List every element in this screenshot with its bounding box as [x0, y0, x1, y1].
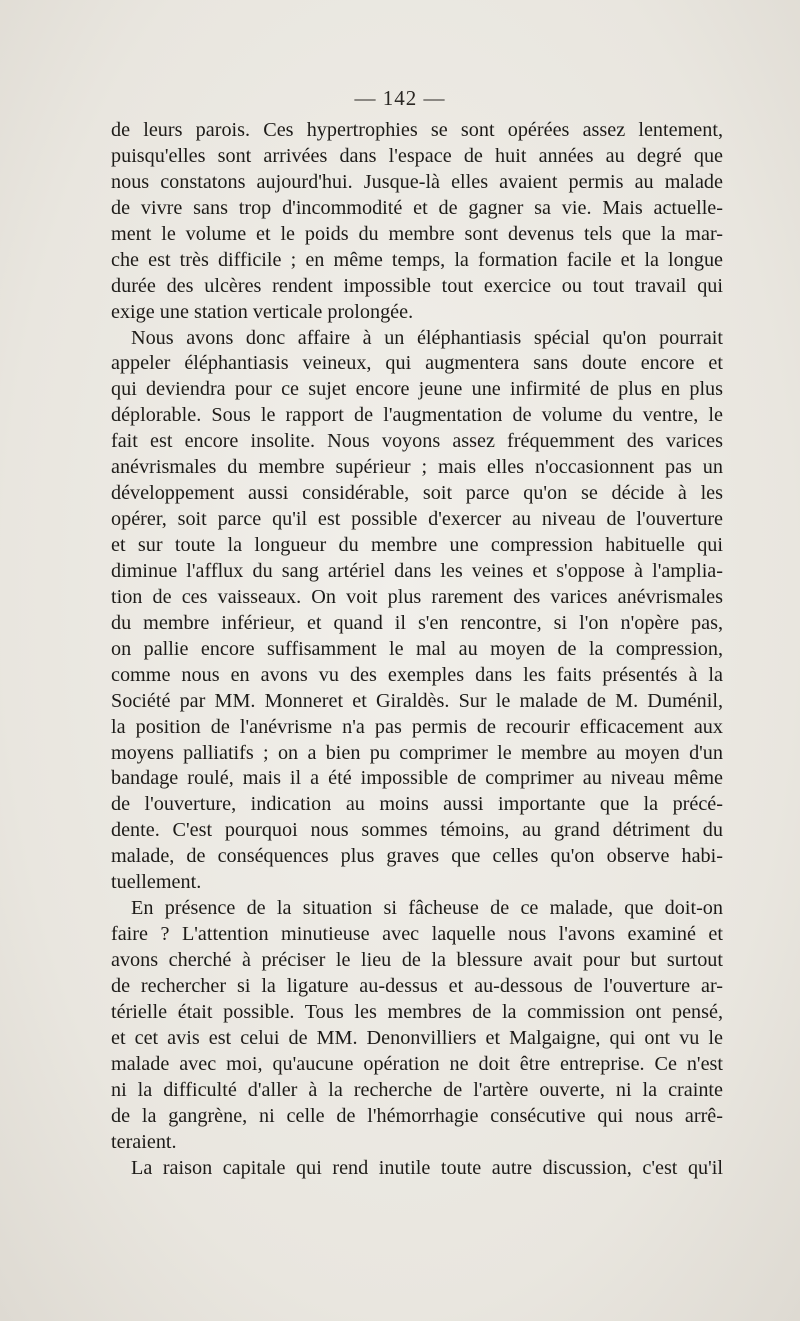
body-text	[111, 118, 723, 1181]
text-line: moyens palliatifs ; on a bien pu comprimer le membre au moyen d'un	[111, 741, 723, 764]
text-line: développement aussi considérable, soit parce qu'on se décide à les	[111, 482, 723, 505]
text-line: qui deviendra pour ce sujet encore jeune une infirmité de plus en plus	[111, 378, 723, 401]
text-line: la position de l'anévrisme n'a pas permis de recourir efficacement aux	[111, 715, 723, 738]
text-line: térielle était possible. Tous les membres de la commission ont pensé,	[111, 1000, 723, 1023]
text-line: durée des ulcères rendent impossible tout exercice ou tout travail qui	[111, 274, 723, 297]
text-line: che est très difficile ; en même temps, la formation facile et la longue	[111, 248, 723, 271]
text-line: ni la difficulté d'aller à la recherche de l'artère ouverte, ni la crainte	[111, 1078, 723, 1101]
text-line: et cet avis est celui de MM. Denonvilliers et Malgaigne, qui ont vu le	[111, 1026, 723, 1049]
text-line: bandage roulé, mais il a été impossible de comprimer au niveau même	[111, 767, 723, 790]
text-line: nous constatons aujourd'hui. Jusque-là elles avaient permis au malade	[111, 170, 723, 193]
text-line: diminue l'afflux du sang artériel dans les veines et s'oppose à l'amplia-	[111, 559, 723, 582]
text-line: on pallie encore suffisamment le mal au moyen de la compression,	[111, 637, 723, 660]
text-line: malade avec moi, qu'aucune opération ne doit être entreprise. Ce n'est	[111, 1052, 723, 1075]
text-line: dente. C'est pourquoi nous sommes témoins, au grand détriment du	[111, 819, 723, 842]
page-number: — 142 —	[354, 86, 446, 110]
paragraph-start-line: Nous avons donc affaire à un éléphantiasis spécial qu'on pourrait	[131, 326, 723, 349]
text-line: anévrismales du membre supérieur ; mais elles n'occasionnent pas un	[111, 456, 723, 479]
text-line: de leurs parois. Ces hypertrophies se sont opérées assez lentement,	[111, 119, 723, 141]
text-line: fait est encore insolite. Nous voyons assez fréquemment des varices	[111, 430, 723, 453]
text-line: avons cherché à préciser le lieu de la blessure avait pour but surtout	[111, 949, 723, 971]
text-line: comme nous en avons vu des exemples dans les faits présentés à la	[111, 663, 723, 686]
text-line: de vivre sans trop d'incommodité et de gagner sa vie. Mais actuelle-	[111, 196, 723, 219]
text-line: de l'ouverture, indication au moins aussi importante que la précé-	[111, 793, 723, 816]
paragraph-start-line: La raison capitale qui rend inutile toute autre discussion, c'est qu'il	[131, 1156, 723, 1179]
text-line: malade, de conséquences plus graves que celles qu'on observe habi-	[111, 845, 723, 868]
text-line: ment le volume et le poids du membre sont devenus tels que la mar-	[111, 222, 723, 245]
text-line: puisqu'elles sont arrivées dans l'espace de huit années au degré que	[111, 144, 723, 167]
text-line: opérer, soit parce qu'il est possible d'exercer au niveau de l'ouverture	[111, 508, 723, 531]
text-line: et sur toute la longueur du membre une compression habituelle qui	[111, 534, 723, 556]
text-line: exige une station verticale prolongée.	[111, 300, 414, 323]
text-line: déplorable. Sous le rapport de l'augmentation de volume du ventre, le	[111, 404, 723, 427]
text-line: appeler éléphantiasis veineux, qui augmentera sans doute encore et	[111, 352, 723, 375]
text-line: tuellement.	[111, 871, 202, 894]
text-line: de rechercher si la ligature au-dessus et au-dessous de l'ouverture ar-	[111, 974, 723, 997]
text-line: tion de ces vaisseaux. On voit plus rarement des varices anévrismales	[111, 585, 723, 608]
text-line: de la gangrène, ni celle de l'hémorrhagie consécutive qui nous arrê-	[111, 1104, 723, 1127]
text-line: Société par MM. Monneret et Giraldès. Sur le malade de M. Duménil,	[111, 689, 723, 712]
text-line: teraient.	[111, 1130, 177, 1153]
text-line: du membre inférieur, et quand il s'en rencontre, si l'on n'opère pas,	[111, 611, 723, 634]
text-line: faire ? L'attention minutieuse avec laquelle nous l'avons examiné et	[111, 923, 723, 946]
paragraph-start-line: En présence de la situation si fâcheuse de ce malade, que doit-on	[131, 897, 723, 920]
